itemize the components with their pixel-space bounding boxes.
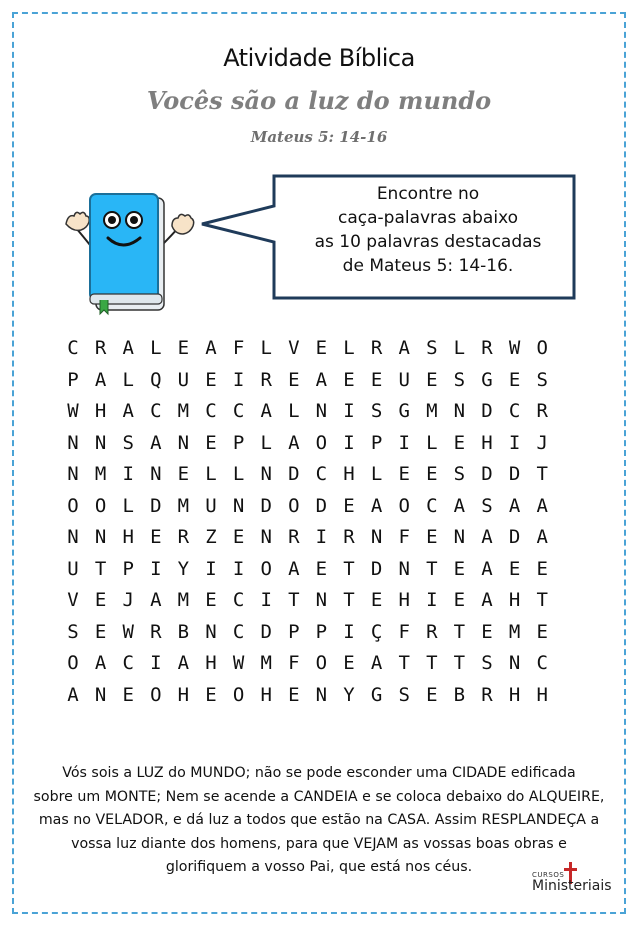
grid-letter: N	[232, 494, 245, 517]
grid-letter: A	[288, 431, 300, 454]
grid-letter: A	[94, 368, 107, 391]
grid-letter: I	[398, 431, 410, 454]
grid-letter: O	[315, 431, 328, 454]
grid-letter: E	[370, 589, 383, 611]
instruction-line: de Mateus 5: 14-16.	[342, 256, 514, 276]
grid-letter: E	[536, 620, 548, 643]
grid-letter: S	[481, 652, 493, 674]
cursos-ministeriais-logo	[530, 862, 610, 902]
grid-letter: O	[67, 652, 79, 674]
grid-letter: A	[370, 652, 383, 674]
logo-small-text: CURSOS	[532, 871, 565, 879]
grid-letter: I	[426, 589, 438, 611]
grid-letter: S	[426, 337, 438, 359]
grid-letter: A	[315, 368, 328, 391]
grid-row	[67, 684, 567, 710]
grid-row	[67, 652, 567, 678]
grid-letter: R	[481, 683, 493, 706]
grid-letter: W	[122, 620, 134, 643]
grid-letter: I	[205, 557, 217, 580]
grid-letter: E	[288, 683, 300, 706]
grid-letter: E	[205, 683, 217, 706]
grid-letter: N	[205, 620, 217, 643]
grid-letter: T	[426, 652, 438, 674]
grid-letter: H	[205, 652, 217, 674]
grid-letter: N	[94, 431, 107, 454]
grid-letter: G	[370, 683, 383, 706]
grid-letter: C	[536, 652, 548, 674]
grid-letter: P	[122, 557, 134, 580]
grid-letter: R	[343, 526, 355, 548]
grid-letter: R	[370, 337, 383, 359]
grid-letter: L	[343, 337, 355, 359]
grid-letter: C	[122, 652, 134, 674]
word-search-grid	[67, 337, 567, 727]
grid-letter: Y	[177, 557, 190, 580]
grid-letter: E	[453, 431, 466, 454]
grid-letter: I	[315, 526, 328, 548]
grid-letter: N	[315, 683, 328, 706]
grid-letter: V	[67, 589, 79, 611]
grid-letter: O	[398, 494, 410, 517]
grid-letter: M	[426, 400, 438, 422]
grid-letter: T	[398, 652, 410, 674]
grid-letter: C	[232, 589, 245, 611]
grid-letter: S	[67, 620, 79, 643]
grid-letter: C	[426, 494, 438, 517]
grid-letter: O	[67, 494, 79, 517]
grid-letter: F	[288, 652, 300, 674]
grid-letter: B	[177, 620, 190, 643]
grid-letter: N	[315, 589, 328, 611]
grid-letter: M	[177, 400, 190, 422]
grid-letter: E	[315, 557, 328, 580]
grid-letter: J	[536, 431, 548, 454]
grid-letter: I	[343, 431, 355, 454]
grid-row	[67, 589, 567, 615]
grid-letter: D	[260, 494, 272, 517]
grid-letter: A	[260, 400, 272, 422]
grid-letter: T	[536, 463, 548, 485]
grid-letter: N	[150, 463, 162, 485]
grid-letter: E	[205, 589, 217, 611]
grid-letter: C	[150, 400, 162, 422]
grid-letter: E	[481, 620, 493, 643]
grid-letter: D	[288, 463, 300, 485]
grid-letter: I	[150, 557, 162, 580]
grid-letter: R	[150, 620, 162, 643]
grid-letter: N	[453, 526, 466, 548]
grid-letter: L	[288, 400, 300, 422]
verse-line: glorifiquem a vosso Pai, que está nos céus.	[165, 859, 473, 875]
instruction-line: Encontre no	[376, 184, 480, 204]
grid-letter: E	[426, 683, 438, 706]
grid-letter: A	[398, 337, 410, 359]
grid-letter: O	[232, 683, 245, 706]
grid-letter: M	[177, 589, 190, 611]
grid-letter: S	[370, 400, 383, 422]
grid-letter: D	[481, 400, 493, 422]
grid-row	[67, 495, 567, 521]
grid-letter: E	[177, 463, 190, 485]
grid-letter: G	[481, 368, 493, 391]
grid-letter: L	[453, 337, 466, 359]
grid-letter: U	[177, 368, 190, 391]
grid-letter: T	[94, 557, 107, 580]
grid-letter: E	[453, 589, 466, 611]
grid-letter: P	[288, 620, 300, 643]
grid-letter: A	[481, 526, 493, 548]
grid-letter: D	[481, 463, 493, 485]
grid-letter: W	[508, 337, 521, 359]
grid-letter: O	[94, 494, 107, 517]
grid-letter: E	[426, 368, 438, 391]
grid-letter: E	[343, 652, 355, 674]
grid-letter: P	[370, 431, 383, 454]
grid-letter: W	[67, 400, 79, 422]
grid-letter: E	[508, 557, 521, 580]
grid-letter: D	[260, 620, 272, 643]
grid-letter: E	[370, 368, 383, 391]
grid-letter: E	[508, 368, 521, 391]
grid-letter: O	[536, 337, 548, 359]
bible-reference: Mateus 5: 14-16	[250, 128, 388, 146]
grid-letter: U	[67, 557, 79, 580]
grid-letter: D	[370, 557, 383, 580]
grid-letter: R	[94, 337, 107, 359]
grid-letter: I	[122, 463, 134, 485]
grid-letter: B	[453, 683, 466, 706]
page-title: Atividade Bíblica	[223, 44, 415, 72]
grid-row	[67, 558, 567, 584]
grid-letter: Z	[205, 526, 217, 548]
grid-row	[67, 369, 567, 395]
grid-letter: A	[122, 400, 134, 422]
grid-letter: T	[343, 557, 355, 580]
grid-letter: N	[67, 463, 79, 485]
grid-letter: M	[94, 463, 107, 485]
grid-letter: I	[232, 368, 245, 391]
grid-letter: M	[260, 652, 272, 674]
grid-letter: R	[536, 400, 548, 422]
instruction-text	[282, 182, 574, 278]
grid-letter: C	[232, 620, 245, 643]
grid-letter: E	[343, 494, 355, 517]
grid-letter: O	[260, 557, 272, 580]
grid-letter: N	[94, 526, 107, 548]
grid-letter: A	[481, 557, 493, 580]
grid-letter: Y	[343, 683, 355, 706]
grid-letter: A	[177, 652, 190, 674]
grid-letter: N	[177, 431, 190, 454]
grid-letter: H	[260, 683, 272, 706]
grid-letter: C	[67, 337, 79, 359]
grid-letter: H	[508, 683, 521, 706]
grid-letter: T	[536, 589, 548, 611]
grid-letter: F	[398, 526, 410, 548]
grid-letter: I	[232, 557, 245, 580]
grid-letter: N	[260, 463, 272, 485]
grid-letter: E	[94, 620, 107, 643]
grid-letter: E	[122, 683, 134, 706]
grid-letter: J	[122, 589, 134, 611]
page-subtitle: Vocês são a luz do mundo	[146, 86, 492, 115]
grid-letter: R	[426, 620, 438, 643]
grid-letter: A	[67, 683, 79, 706]
grid-letter: A	[288, 557, 300, 580]
grid-letter: C	[508, 400, 521, 422]
grid-letter: N	[398, 557, 410, 580]
grid-letter: A	[481, 589, 493, 611]
grid-letter: N	[453, 400, 466, 422]
grid-letter: I	[260, 589, 272, 611]
grid-letter: L	[150, 337, 162, 359]
grid-letter: A	[536, 494, 548, 517]
grid-letter: O	[315, 652, 328, 674]
grid-letter: L	[260, 337, 272, 359]
grid-letter: N	[67, 431, 79, 454]
grid-row	[67, 400, 567, 426]
grid-letter: H	[536, 683, 548, 706]
grid-letter: M	[508, 620, 521, 643]
grid-letter: A	[94, 652, 107, 674]
grid-letter: H	[398, 589, 410, 611]
grid-letter: S	[398, 683, 410, 706]
verse-line: mas no VELADOR, e dá luz a todos que estão na CASA. Assim RESPLANDEÇA a	[38, 812, 600, 828]
grid-letter: C	[205, 400, 217, 422]
grid-letter: H	[343, 463, 355, 485]
grid-letter: N	[315, 400, 328, 422]
grid-letter: D	[150, 494, 162, 517]
grid-letter: E	[398, 463, 410, 485]
grid-letter: R	[260, 368, 272, 391]
grid-letter: N	[94, 683, 107, 706]
grid-letter: V	[288, 337, 300, 359]
grid-letter: L	[370, 463, 383, 485]
grid-letter: G	[398, 400, 410, 422]
grid-letter: O	[150, 683, 162, 706]
grid-letter: I	[343, 620, 355, 643]
grid-letter: R	[288, 526, 300, 548]
grid-letter: T	[453, 620, 466, 643]
grid-letter: E	[343, 368, 355, 391]
grid-letter: H	[122, 526, 134, 548]
grid-letter: W	[232, 652, 245, 674]
instruction-line: as 10 palavras destacadas	[314, 232, 542, 252]
grid-letter: D	[315, 494, 328, 517]
grid-letter: Q	[150, 368, 162, 391]
logo-main-text: Ministeriais	[532, 878, 612, 894]
grid-letter: C	[315, 463, 328, 485]
grid-letter: H	[508, 589, 521, 611]
grid-letter: E	[150, 526, 162, 548]
grid-letter: O	[288, 494, 300, 517]
grid-row	[67, 463, 567, 489]
verse-text	[22, 762, 616, 880]
grid-letter: L	[122, 368, 134, 391]
grid-letter: F	[232, 337, 245, 359]
grid-letter: L	[260, 431, 272, 454]
grid-letter: S	[453, 368, 466, 391]
grid-letter: R	[481, 337, 493, 359]
grid-letter: H	[481, 431, 493, 454]
grid-letter: E	[205, 431, 217, 454]
grid-letter: S	[536, 368, 548, 391]
grid-letter: A	[536, 526, 548, 548]
grid-letter: A	[150, 589, 162, 611]
grid-letter: I	[508, 431, 521, 454]
grid-letter: H	[177, 683, 190, 706]
verse-line: vossa luz diante dos homens, para que VEJAM as vossas boas obras e	[71, 835, 567, 852]
grid-letter: A	[122, 337, 134, 359]
grid-letter: E	[288, 368, 300, 391]
grid-letter: I	[343, 400, 355, 422]
grid-letter: P	[67, 368, 79, 391]
grid-letter: I	[150, 652, 162, 674]
grid-row	[67, 526, 567, 552]
grid-letter: S	[453, 463, 466, 485]
grid-letter: T	[453, 652, 466, 674]
grid-letter: U	[398, 368, 410, 391]
grid-letter: A	[508, 494, 521, 517]
instruction-line: caça-palavras abaixo	[337, 208, 519, 228]
verse-line: sobre um MONTE; Nem se acende a CANDEIA e se coloca debaixo do ALQUEIRE,	[33, 788, 605, 805]
grid-letter: F	[398, 620, 410, 643]
grid-row	[67, 337, 567, 363]
grid-letter: N	[260, 526, 272, 548]
grid-letter: E	[426, 526, 438, 548]
grid-letter: N	[370, 526, 383, 548]
grid-letter: L	[205, 463, 217, 485]
grid-letter: E	[94, 589, 107, 611]
grid-row	[67, 432, 567, 458]
grid-letter: T	[288, 589, 300, 611]
grid-letter: N	[67, 526, 79, 548]
grid-letter: S	[122, 431, 134, 454]
grid-letter: P	[232, 431, 245, 454]
grid-letter: H	[94, 400, 107, 422]
grid-letter: E	[315, 337, 328, 359]
grid-letter: L	[232, 463, 245, 485]
grid-letter: E	[536, 557, 548, 580]
grid-letter: A	[150, 431, 162, 454]
grid-letter: N	[508, 652, 521, 674]
grid-letter: U	[205, 494, 217, 517]
grid-letter: D	[508, 526, 521, 548]
grid-letter: A	[370, 494, 383, 517]
grid-letter: T	[343, 589, 355, 611]
grid-letter: C	[232, 400, 245, 422]
grid-letter: Ç	[370, 620, 383, 643]
grid-letter: E	[453, 557, 466, 580]
grid-letter: A	[453, 494, 466, 517]
verse-line: Vós sois a LUZ do MUNDO; não se pode esconder uma CIDADE edificada	[62, 765, 576, 781]
grid-letter: M	[177, 494, 190, 517]
grid-letter: S	[481, 494, 493, 517]
grid-letter: L	[122, 494, 134, 517]
grid-letter: D	[508, 463, 521, 485]
grid-letter: E	[205, 368, 217, 391]
grid-row	[67, 621, 567, 647]
grid-letter: L	[426, 431, 438, 454]
grid-letter: T	[426, 557, 438, 580]
grid-letter: E	[426, 463, 438, 485]
grid-letter: P	[315, 620, 328, 643]
grid-letter: E	[232, 526, 245, 548]
grid-letter: E	[177, 337, 190, 359]
book-mascot-icon	[60, 190, 200, 325]
grid-letter: A	[205, 337, 217, 359]
grid-letter: R	[177, 526, 190, 548]
